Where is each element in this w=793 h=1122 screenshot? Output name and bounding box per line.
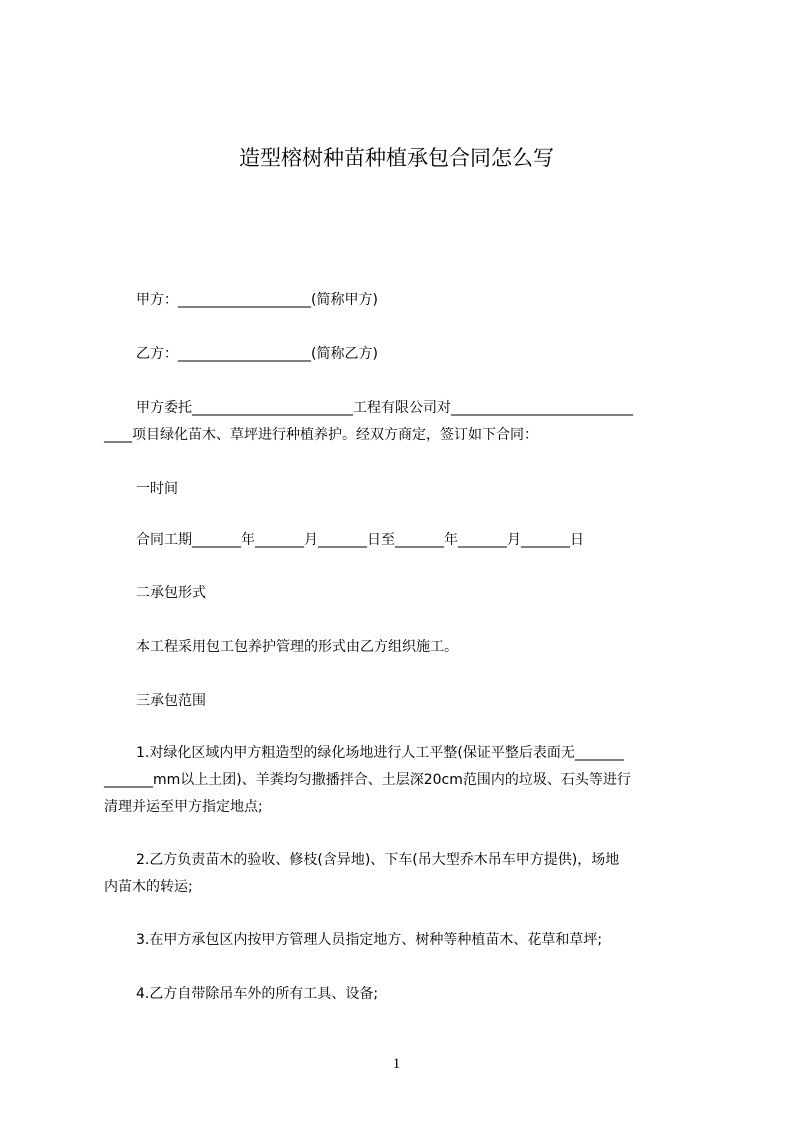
scope-item-1-line-3: 清理并运至甲方指定地点; [104,799,263,815]
entrust-paragraph-line-1: 甲方委托_______________________工程有限公司对__________________________ [136,400,633,416]
scope-item-1-line-2: _______mm以上土团)、羊粪均匀撒播拌合、土层深20cm范围内的垃圾、石头等进行 [104,772,631,788]
scope-item-3: 3.在甲方承包区内按甲方管理人员指定地方、树种等种植苗木、花草和草坪; [136,932,603,948]
section-2-heading: 二承包形式 [136,585,206,601]
scope-item-4: 4.乙方自带除吊车外的所有工具、设备; [136,986,379,1002]
document-title: 造型榕树种苗种植承包合同怎么写 [239,146,554,170]
section-1-heading: 一时间 [136,481,178,497]
party-a-line: 甲方：___________________(简称甲方) [136,292,378,308]
scope-item-2-line-2: 内苗木的转运; [104,879,193,895]
contract-period-line: 合同工期_______年_______月_______日至_______年_______月_______日 [136,532,584,548]
section-2-body: 本工程采用包工包养护管理的形式由乙方组织施工。 [136,639,458,655]
page-number: 1 [392,1056,401,1072]
scope-item-2-line-1: 2.乙方负责苗木的验收、修枝(含异地)、下车(吊大型乔木吊车甲方提供)，场地 [136,852,620,868]
entrust-paragraph-line-2: ____项目绿化苗木、草坪进行种植养护。经双方商定，签订如下合同： [104,427,538,443]
party-b-line: 乙方：___________________(简称乙方) [136,346,378,362]
scope-item-1-line-1: 1.对绿化区域内甲方粗造型的绿化场地进行人工平整(保证平整后表面无_______ [136,745,624,761]
section-3-heading: 三承包范围 [136,693,206,709]
